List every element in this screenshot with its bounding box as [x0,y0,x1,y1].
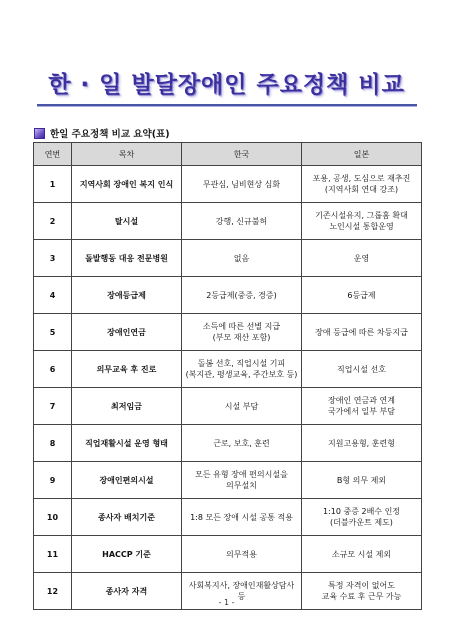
row-item: 최저임금 [72,388,182,425]
header-japan: 일본 [302,143,422,166]
table-row [34,314,422,351]
row-number: 10 [34,499,72,536]
page-number: - 1 - [218,598,235,607]
row-item: 직업재활시설 운영 형태 [72,425,182,462]
row-item: 탈시설 [72,203,182,240]
row-item: 종사자 자격 [72,573,182,610]
row-japan: 직업시설 선호 [302,351,422,388]
row-number: 7 [34,388,72,425]
table-header-row [34,143,422,166]
table-row [34,499,422,536]
square-bullet-icon [34,128,45,139]
row-item: HACCP 기준 [72,536,182,573]
row-item: 장애인연금 [72,314,182,351]
page-title: 한 · 일 발달장애인 주요정책 비교 [48,72,405,98]
row-number: 6 [34,351,72,388]
row-item: 의무교육 후 진로 [72,351,182,388]
row-korea: 모든 유형 장애 편의시설을 의무설치 [182,462,302,499]
row-japan: 포용, 공생, 도심으로 재추진 (지역사회 연대 강조) [302,166,422,203]
row-korea: 의무적용 [182,536,302,573]
row-number: 3 [34,240,72,277]
policy-comparison-table [33,142,422,610]
row-japan: 6등급제 [302,277,422,314]
title-divider [37,104,417,106]
row-number: 4 [34,277,72,314]
row-number: 12 [34,573,72,610]
section-heading-text: 한일 주요정책 비교 요약(표) [50,129,170,140]
row-japan: 특정 자격이 없어도 교육 수료 후 근무 가능 [302,573,422,610]
section-heading [34,126,170,140]
row-japan: 기존시설유지, 그룹홈 확대 노인시설 통합운영 [302,203,422,240]
table-row [34,203,422,240]
row-number: 2 [34,203,72,240]
header-no: 연번 [34,143,72,166]
table-row [34,166,422,203]
row-item: 종사자 배치기준 [72,499,182,536]
row-japan: 장애 등급에 따른 차등지급 [302,314,422,351]
row-japan: B형 의무 제외 [302,462,422,499]
table-row [34,277,422,314]
row-number: 1 [34,166,72,203]
row-korea: 근로, 보호, 훈련 [182,425,302,462]
row-korea: 무관심, 님비현상 심화 [182,166,302,203]
row-number: 11 [34,536,72,573]
row-korea: 소득에 따른 선별 지급 (부모 재산 포함) [182,314,302,351]
row-number: 5 [34,314,72,351]
row-item: 장애등급제 [72,277,182,314]
table-row [34,240,422,277]
row-korea: 없음 [182,240,302,277]
row-japan: 운영 [302,240,422,277]
row-japan: 1:10 중증 2배수 인정 (더블카운트 제도) [302,499,422,536]
row-korea: 시설 부담 [182,388,302,425]
table-row [34,351,422,388]
row-item: 지역사회 장애인 복지 인식 [72,166,182,203]
row-korea: 돌봄 선호, 직업시설 기피 (복지관, 평생교육, 주간보호 등) [182,351,302,388]
row-japan: 소규모 시설 제외 [302,536,422,573]
row-item: 돌발행동 대응 전문병원 [72,240,182,277]
row-japan: 지원고용형, 훈련형 [302,425,422,462]
row-korea: 강행, 신규불허 [182,203,302,240]
table-row [34,462,422,499]
table-row [34,425,422,462]
row-korea: 1:8 모든 장애 시설 공통 적용 [182,499,302,536]
row-korea: 사회복지사, 장애인재활상담사 등 [182,573,302,610]
row-korea: 2등급제(중증, 경증) [182,277,302,314]
row-japan: 장애인 연금과 연계 국가에서 일부 부담 [302,388,422,425]
table-row [34,388,422,425]
row-item: 장애인편의시설 [72,462,182,499]
row-number: 8 [34,425,72,462]
row-number: 9 [34,462,72,499]
table-row [34,536,422,573]
header-item: 목차 [72,143,182,166]
header-korea: 한국 [182,143,302,166]
